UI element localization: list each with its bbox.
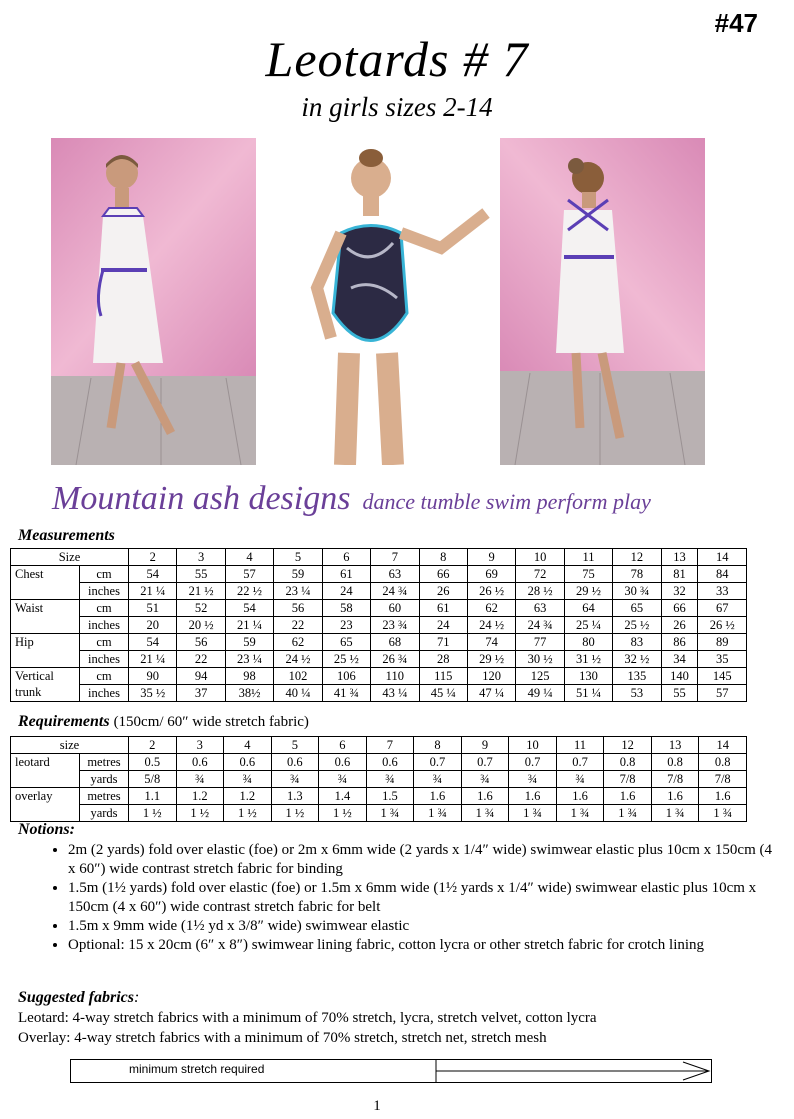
table-cell: 49 ¼ (516, 685, 564, 702)
table-cell: 23 ¼ (225, 651, 273, 668)
table-cell: ¾ (224, 771, 272, 788)
row-label-cell (11, 566, 80, 600)
table-header-size: 9 (461, 737, 509, 754)
table-header-label: size (11, 737, 129, 754)
table-cell: 1 ½ (319, 805, 367, 822)
table-cell: 0.6 (224, 754, 272, 771)
table-cell: 98 (225, 668, 273, 685)
table-cell: 35 (698, 651, 747, 668)
page-number: 1 (373, 1098, 381, 1114)
table-header-size: 7 (371, 549, 419, 566)
row-label: overlay (15, 789, 53, 803)
table-cell: 1 ¾ (556, 805, 604, 822)
table-cell: 0.7 (556, 754, 604, 771)
row-label-cell (11, 600, 80, 634)
table-cell: 0.7 (414, 754, 462, 771)
table-cell: 0.6 (176, 754, 224, 771)
brand-line (52, 480, 651, 518)
table-cell: 26 (419, 583, 467, 600)
table-cell: 30 ½ (516, 651, 564, 668)
row-unit: cm (80, 566, 129, 583)
table-cell: 1.1 (129, 788, 177, 805)
fabric-overlay: Overlay: 4-way stretch fabrics with a minimum of 70% stretch, stretch net, stretch mesh (18, 1030, 547, 1046)
table-header-size: 10 (509, 737, 557, 754)
table-cell: ¾ (414, 771, 462, 788)
table-cell: 78 (613, 566, 661, 583)
table-cell: 1.4 (319, 788, 367, 805)
table-header-size: 7 (366, 737, 414, 754)
table-cell: 5/8 (129, 771, 177, 788)
table-cell: 81 (661, 566, 698, 583)
table-cell: 21 ½ (177, 583, 225, 600)
table-cell: 54 (129, 634, 177, 651)
table-cell: ¾ (319, 771, 367, 788)
table-cell: 90 (129, 668, 177, 685)
table-cell: 66 (661, 600, 698, 617)
photo-back-overlay (500, 138, 705, 465)
table-cell: 63 (516, 600, 564, 617)
table-cell: 55 (177, 566, 225, 583)
table-header-size: 11 (564, 549, 612, 566)
table-cell: 26 ½ (698, 617, 747, 634)
table-cell: 24 ½ (274, 651, 322, 668)
table-header-size: 9 (467, 549, 515, 566)
table-cell: 56 (177, 634, 225, 651)
table-cell: 25 ¼ (564, 617, 612, 634)
table-cell: 140 (661, 668, 698, 685)
table-header-size: 4 (225, 549, 273, 566)
table-row (11, 668, 747, 685)
table-cell: 1.3 (271, 788, 319, 805)
table-cell: 26 ½ (467, 583, 515, 600)
table-cell: 25 ½ (613, 617, 661, 634)
table-cell: 1.6 (651, 788, 699, 805)
row-label: Chest (15, 567, 44, 581)
table-cell: 24 ½ (467, 617, 515, 634)
table-cell: 1.6 (604, 788, 652, 805)
stretch-gauge-arrow (71, 1060, 711, 1082)
row-label-cell (11, 668, 80, 702)
table-cell: 0.6 (319, 754, 367, 771)
row-label: Hip (15, 635, 34, 649)
table-cell: 60 (371, 600, 419, 617)
table-cell: 63 (371, 566, 419, 583)
table-cell: 59 (225, 634, 273, 651)
table-header-size: 14 (698, 549, 747, 566)
table-cell: 21 ¼ (225, 617, 273, 634)
notion-item: • 1.5m (1½ yards) fold over elastic (foe) or 1.5m x 6mm wide (1½ yards x 1/4″ wide) swimwear elastic plus 10cm x 150cm (4 x 60″) wide contrast stretch fabric for belt (68, 879, 778, 917)
fabrics-title: Suggested fabrics (18, 989, 134, 1006)
table-cell: 61 (419, 600, 467, 617)
table-cell: ¾ (509, 771, 557, 788)
requirements-table (10, 736, 747, 822)
row-unit: metres (80, 754, 129, 771)
table-cell: 20 ½ (177, 617, 225, 634)
table-cell: 135 (613, 668, 661, 685)
table-cell: 67 (698, 600, 747, 617)
table-cell: 30 ¾ (613, 583, 661, 600)
table-cell: 69 (467, 566, 515, 583)
table-cell: 66 (419, 566, 467, 583)
row-unit: inches (80, 583, 129, 600)
table-cell: 47 ¼ (467, 685, 515, 702)
table-cell: 1.6 (414, 788, 462, 805)
table-cell: 21 ¼ (129, 651, 177, 668)
table-cell: 1.6 (509, 788, 557, 805)
table-cell: 34 (661, 651, 698, 668)
table-cell: 7/8 (604, 771, 652, 788)
table-header-size: 11 (556, 737, 604, 754)
table-header-size: 2 (129, 737, 177, 754)
table-cell: 1 ¾ (651, 805, 699, 822)
table-row (11, 771, 747, 788)
row-label-cell (11, 788, 80, 822)
table-row (11, 634, 747, 651)
table-cell: 1 ½ (176, 805, 224, 822)
table-cell: 71 (419, 634, 467, 651)
row-label: Waist (15, 601, 44, 615)
table-row (11, 583, 747, 600)
brand-tagline: dance tumble swim perform play (362, 489, 651, 514)
row-label: Vertical (15, 669, 54, 683)
table-cell: 86 (661, 634, 698, 651)
table-cell: 1.5 (366, 788, 414, 805)
notions-list (18, 841, 778, 955)
table-cell: 0.7 (509, 754, 557, 771)
table-cell: 29 ½ (564, 583, 612, 600)
table-header-size: 10 (516, 549, 564, 566)
measurements-table (10, 548, 747, 702)
table-cell: 106 (322, 668, 370, 685)
table-header-label: Size (11, 549, 129, 566)
table-row (11, 685, 747, 702)
table-cell: 110 (371, 668, 419, 685)
table-row (11, 651, 747, 668)
table-cell: 31 ½ (564, 651, 612, 668)
table-cell: 57 (698, 685, 747, 702)
table-cell: 58 (322, 600, 370, 617)
table-cell: 21 ¼ (129, 583, 177, 600)
stretch-gauge (70, 1059, 712, 1083)
row-unit: metres (80, 788, 129, 805)
row-unit: inches (80, 685, 129, 702)
table-header-size: 2 (129, 549, 177, 566)
table-cell: 33 (698, 583, 747, 600)
table-cell: 28 ½ (516, 583, 564, 600)
table-header-size: 5 (274, 549, 322, 566)
table-cell: 1 ¾ (461, 805, 509, 822)
table-header-size: 8 (419, 549, 467, 566)
table-cell: 23 (322, 617, 370, 634)
notion-item: • Optional: 15 x 20cm (6″ x 8″) swimwear lining fabric, cotton lycra or other stretch fabric for crotch lining (68, 936, 778, 955)
table-header-size: 14 (699, 737, 747, 754)
table-header-size: 5 (271, 737, 319, 754)
row-label: trunk (15, 685, 42, 699)
table-cell: 37 (177, 685, 225, 702)
notions-section (18, 821, 778, 955)
table-cell: 35 ½ (129, 685, 177, 702)
table-header-size: 4 (224, 737, 272, 754)
stretch-gauge-label: minimum stretch required (129, 1062, 265, 1076)
table-header-size: 3 (176, 737, 224, 754)
table-cell: 28 (419, 651, 467, 668)
row-label-cell (11, 754, 80, 788)
page-subtitle: in girls sizes 2-14 (301, 92, 493, 122)
row-label-cell (11, 634, 80, 668)
table-cell: 1.2 (224, 788, 272, 805)
row-unit: cm (80, 634, 129, 651)
table-cell: 38½ (225, 685, 273, 702)
table-cell: 74 (467, 634, 515, 651)
table-cell: 1 ¾ (366, 805, 414, 822)
row-unit: yards (80, 771, 129, 788)
table-cell: 45 ¼ (419, 685, 467, 702)
table-cell: 130 (564, 668, 612, 685)
row-unit: inches (80, 651, 129, 668)
table-cell: 1.6 (699, 788, 747, 805)
notions-title: Notions: (18, 821, 75, 838)
table-cell: 1.6 (461, 788, 509, 805)
row-unit: cm (80, 600, 129, 617)
table-header-size: 3 (177, 549, 225, 566)
table-cell: 57 (225, 566, 273, 583)
table-cell: ¾ (176, 771, 224, 788)
table-cell: 89 (698, 634, 747, 651)
photo-leotard (261, 138, 499, 465)
table-cell: 0.5 (129, 754, 177, 771)
table-cell: 22 ½ (225, 583, 273, 600)
table-cell: 83 (613, 634, 661, 651)
table-cell: 145 (698, 668, 747, 685)
fabrics-title-colon: : (134, 989, 140, 1006)
table-cell: 0.6 (366, 754, 414, 771)
table-cell: 75 (564, 566, 612, 583)
table-cell: 0.8 (699, 754, 747, 771)
table-cell: 68 (371, 634, 419, 651)
row-unit: yards (80, 805, 129, 822)
table-cell: ¾ (366, 771, 414, 788)
table-cell: 26 (661, 617, 698, 634)
table-cell: 26 ¾ (371, 651, 419, 668)
table-cell: 94 (177, 668, 225, 685)
requirements-title: Requirements (18, 713, 110, 730)
table-row (11, 754, 747, 771)
table-header-size: 6 (322, 549, 370, 566)
table-row (11, 788, 747, 805)
table-cell: 24 (419, 617, 467, 634)
table-cell: 24 ¾ (516, 617, 564, 634)
page-title: Leotards # 7 (265, 31, 529, 87)
pattern-number: #47 (714, 8, 758, 38)
table-row (11, 617, 747, 634)
table-cell: 0.7 (461, 754, 509, 771)
table-cell: 1 ¾ (414, 805, 462, 822)
table-header-size: 13 (651, 737, 699, 754)
table-cell: 80 (564, 634, 612, 651)
table-cell: ¾ (556, 771, 604, 788)
table-cell: 54 (225, 600, 273, 617)
table-cell: 1 ¾ (604, 805, 652, 822)
table-cell: 51 (129, 600, 177, 617)
table-cell: 20 (129, 617, 177, 634)
table-cell: 54 (129, 566, 177, 583)
table-cell: 40 ¼ (274, 685, 322, 702)
table-cell: 65 (322, 634, 370, 651)
table-cell: 23 ¾ (371, 617, 419, 634)
table-cell: 56 (274, 600, 322, 617)
table-cell: 102 (274, 668, 322, 685)
table-cell: 51 ¼ (564, 685, 612, 702)
table-header-size: 12 (613, 549, 661, 566)
table-cell: 1 ½ (271, 805, 319, 822)
table-cell: 59 (274, 566, 322, 583)
table-cell: 1 ¾ (699, 805, 747, 822)
notion-item: • 1.5m x 9mm wide (1½ yd x 3/8″ wide) swimwear elastic (68, 917, 778, 936)
table-cell: 29 ½ (467, 651, 515, 668)
table-cell: 1.2 (176, 788, 224, 805)
table-cell: 32 ½ (613, 651, 661, 668)
table-cell: 22 (177, 651, 225, 668)
table-cell: 1.6 (556, 788, 604, 805)
table-cell: 24 ¾ (371, 583, 419, 600)
notion-item: • 2m (2 yards) fold over elastic (foe) or 2m x 6mm wide (2 yards x 1/4″ wide) swimwear elastic plus 10cm x 150cm (4 x 60″) wide contrast stretch fabric for binding (68, 841, 778, 879)
table-cell: 120 (467, 668, 515, 685)
table-header-row (11, 737, 747, 754)
table-cell: 77 (516, 634, 564, 651)
table-cell: 115 (419, 668, 467, 685)
table-cell: 1 ½ (224, 805, 272, 822)
brand-name: Mountain ash designs (52, 480, 351, 517)
table-cell: 41 ¾ (322, 685, 370, 702)
table-cell: 53 (613, 685, 661, 702)
table-cell: 1 ¾ (509, 805, 557, 822)
photo-front-overlay (51, 138, 256, 465)
table-row (11, 600, 747, 617)
table-cell: 43 ¼ (371, 685, 419, 702)
table-cell: 23 ¼ (274, 583, 322, 600)
table-cell: 125 (516, 668, 564, 685)
table-header-size: 13 (661, 549, 698, 566)
table-cell: 64 (564, 600, 612, 617)
table-cell: 72 (516, 566, 564, 583)
suggested-fabrics (18, 988, 597, 1048)
table-header-size: 8 (414, 737, 462, 754)
table-cell: 62 (274, 634, 322, 651)
table-cell: 22 (274, 617, 322, 634)
table-cell: 32 (661, 583, 698, 600)
table-header-size: 6 (319, 737, 367, 754)
table-header-size: 12 (604, 737, 652, 754)
requirements-heading (18, 713, 309, 731)
table-cell: 0.6 (271, 754, 319, 771)
table-cell: 0.8 (651, 754, 699, 771)
requirements-subtitle: (150cm/ 60″ wide stretch fabric) (113, 714, 309, 730)
table-cell: 62 (467, 600, 515, 617)
row-unit: cm (80, 668, 129, 685)
table-cell: 65 (613, 600, 661, 617)
table-cell: 0.8 (604, 754, 652, 771)
measurements-title: Measurements (18, 527, 115, 544)
table-cell: 7/8 (651, 771, 699, 788)
table-cell: 52 (177, 600, 225, 617)
row-unit: inches (80, 617, 129, 634)
table-cell: 55 (661, 685, 698, 702)
table-cell: 1 ½ (129, 805, 177, 822)
table-cell: 61 (322, 566, 370, 583)
table-cell: ¾ (461, 771, 509, 788)
table-cell: 84 (698, 566, 747, 583)
table-cell: 24 (322, 583, 370, 600)
table-header-row (11, 549, 747, 566)
table-cell: 7/8 (699, 771, 747, 788)
row-label: leotard (15, 755, 50, 769)
table-row (11, 566, 747, 583)
table-cell: 25 ½ (322, 651, 370, 668)
fabric-leotard: Leotard: 4-way stretch fabrics with a minimum of 70% stretch, lycra, stretch velvet, cotton lycra (18, 1010, 597, 1026)
table-row (11, 805, 747, 822)
table-cell: ¾ (271, 771, 319, 788)
